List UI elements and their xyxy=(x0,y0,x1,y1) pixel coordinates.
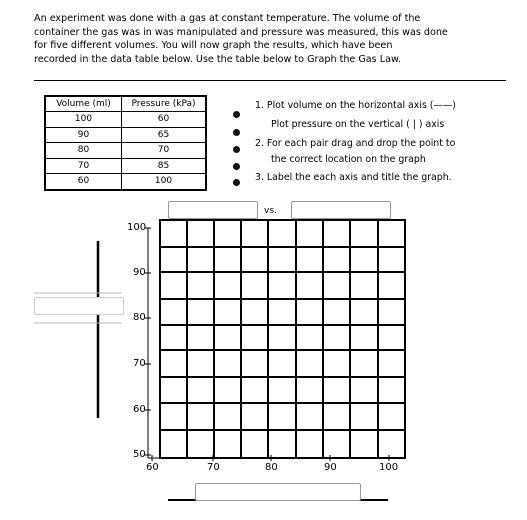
instruction-line: 3. Label the each axis and title the graph. xyxy=(255,172,452,183)
instruction-line: 1. Plot volume on the horizontal axis (——) xyxy=(255,100,456,111)
grid-border xyxy=(160,220,405,458)
volume-cell: 100 xyxy=(45,112,122,128)
volume-cell: 90 xyxy=(45,127,122,143)
instruction-line: Plot pressure on the vertical ( | ) axis xyxy=(271,119,445,130)
volume-cell: 70 xyxy=(45,158,122,174)
instruction-line: 2. For each pair drag and drop the point to xyxy=(255,138,456,149)
y-axis-label-input[interactable] xyxy=(34,297,124,315)
y-tick-label: 50 xyxy=(133,449,146,460)
y-tick-label: 60 xyxy=(133,404,146,415)
x-tick-label: 80 xyxy=(265,462,278,473)
pressure-cell: 60 xyxy=(122,112,207,128)
x-axis-label-input[interactable] xyxy=(195,483,361,501)
volume-cell: 80 xyxy=(45,143,122,159)
intro-line: container the gas was in was manipulated and pressure was measured, this was done xyxy=(34,26,448,38)
x-tick-label: 60 xyxy=(146,462,159,473)
instruction-line: the correct location on the graph xyxy=(271,154,426,165)
x-tick-label: 100 xyxy=(379,462,399,473)
pressure-cell: 70 xyxy=(122,143,207,159)
pressure-cell: 85 xyxy=(122,158,207,174)
intro-line: An experiment was done with a gas at constant temperature. The volume of the xyxy=(34,13,421,24)
pressure-cell: 100 xyxy=(122,174,207,190)
y-tick-label: 100 xyxy=(127,222,147,233)
y-tick-label: 80 xyxy=(133,312,146,323)
column-header-pressure: Pressure (kPa) xyxy=(122,96,207,112)
y-axis xyxy=(145,228,151,458)
x-tick-label: 70 xyxy=(207,462,220,473)
intro-line: recorded in the data table below. Use the table below to Graph the Gas Law. xyxy=(34,53,401,65)
pressure-cell: 65 xyxy=(122,127,207,143)
plot-grid xyxy=(160,220,405,458)
y-tick-label: 70 xyxy=(133,358,146,369)
x-axis xyxy=(148,455,392,461)
y-tick-label: 90 xyxy=(133,267,146,278)
x-tick-label: 90 xyxy=(324,462,337,473)
volume-cell: 60 xyxy=(45,174,122,190)
intro-line: for five different volumes. You will now graph the results, which have been xyxy=(34,40,393,52)
title-vs-label: vs. xyxy=(264,206,277,216)
column-header-volume: Volume (ml) xyxy=(45,96,122,112)
